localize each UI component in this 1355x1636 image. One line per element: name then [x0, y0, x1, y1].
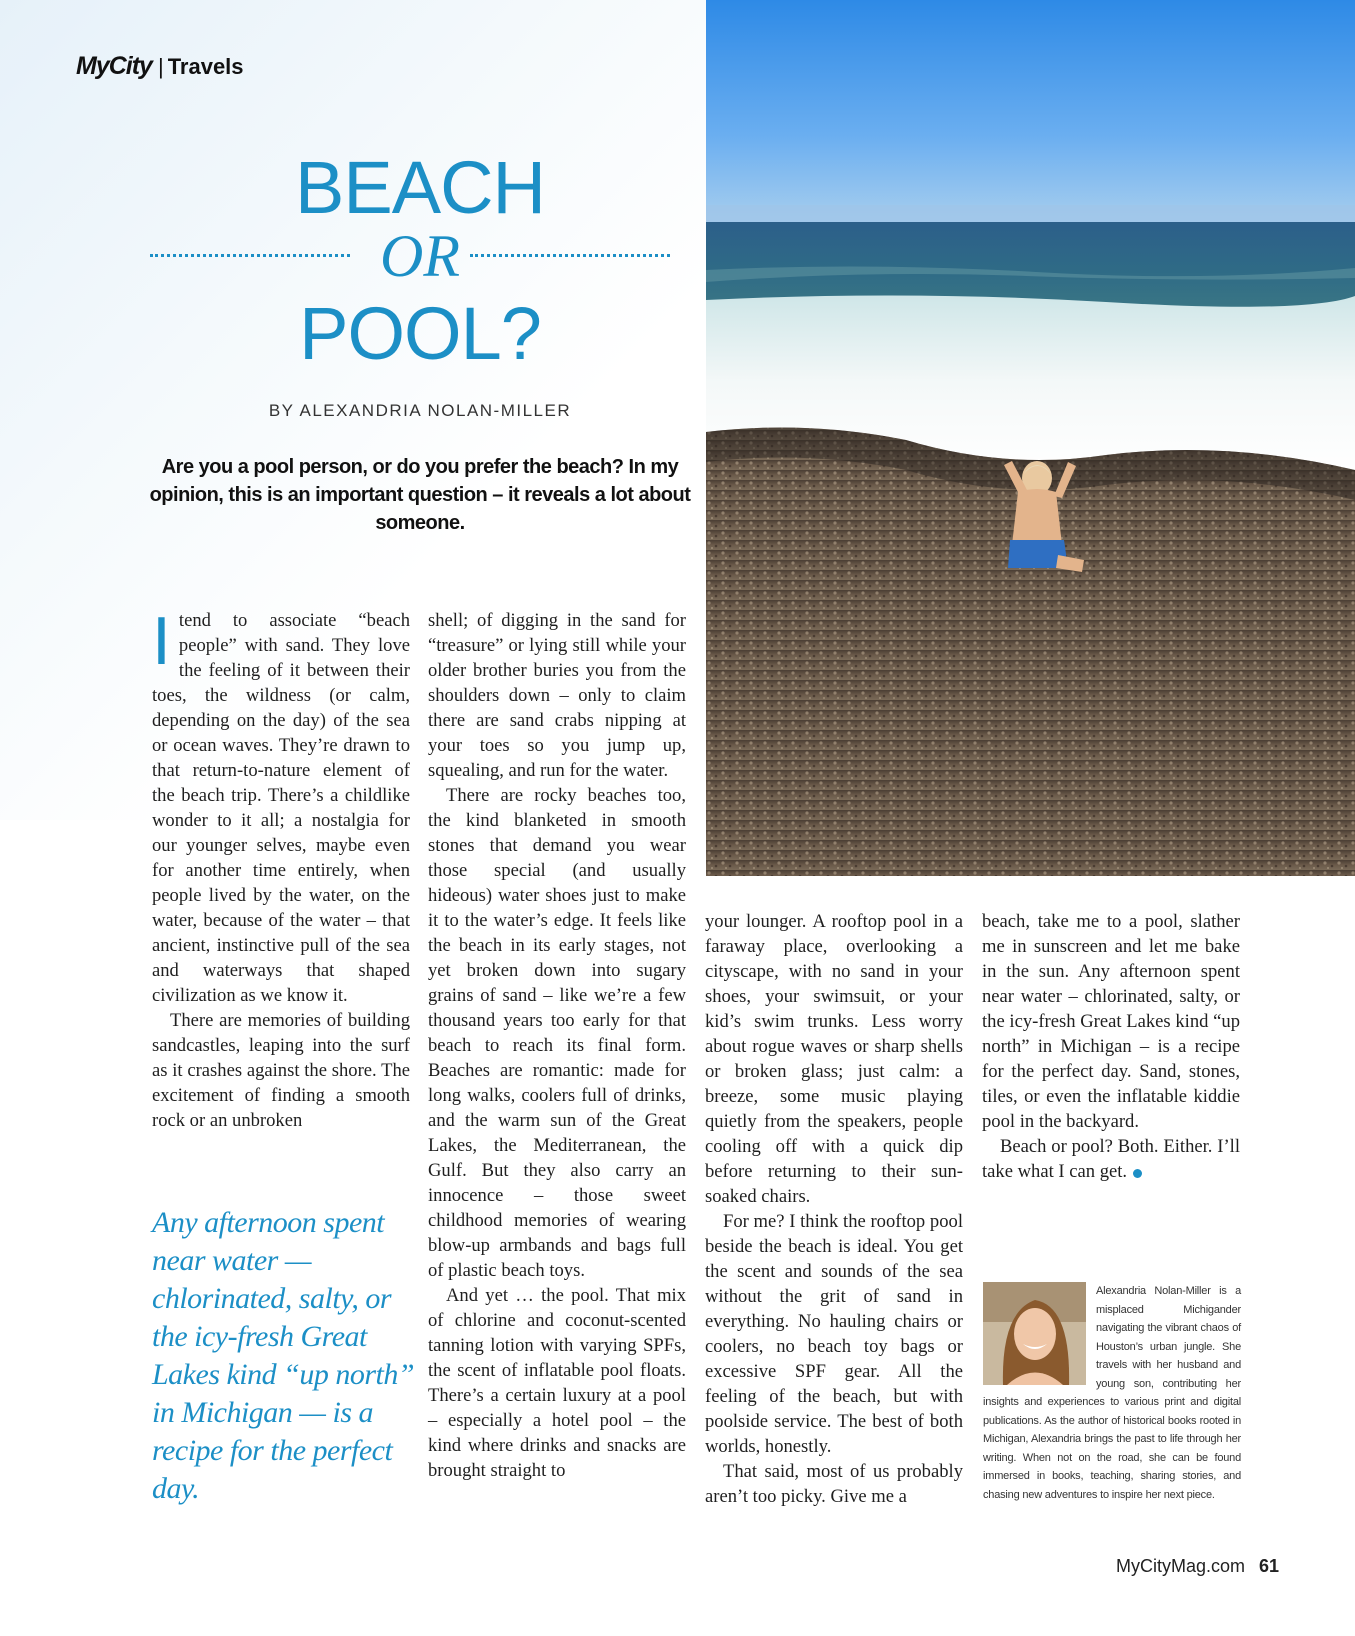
beach-photo — [706, 0, 1355, 876]
end-mark-icon — [1133, 1169, 1142, 1178]
article-column-4 — [982, 909, 1240, 1184]
paragraph: There are rocky beaches too, the kind blanketed in smooth stones that demand you wear those special (and usually hideous) water shoes just to make it to the water’s edge. It feels like the beach in its early stages, not yet broken down into sugary grains of sand – like we’re a few thousand years too early for that beach to reach its final form. Beaches are romantic: made for long walks, coolers full of drinks, and the warm sun of the Great Lakes, the Mediterranean, the Gulf. But they also carry an innocence – those sweet childhood memories of wearing blow-up armbands and bags full of plastic beach toys. — [428, 785, 686, 1281]
paragraph: For me? I think the rooftop pool beside the beach is ideal. You get the scent and sounds of the sea without the grit of sand in everything. No hauling chairs or coolers, no beach toy bags or excessive SPF gear. All the feeling of the beach, but with poolside service. The best of both worlds, honestly. — [705, 1211, 963, 1457]
byline: BY ALEXANDRIA NOLAN-MILLER — [268, 401, 572, 420]
title-line-2: OR — [380, 223, 460, 289]
paragraph — [982, 1134, 1240, 1184]
section-label: Travels — [167, 54, 244, 79]
paragraph: your lounger. A rooftop pool in a faraway place, overlooking a cityscape, with no sand in your shoes, your swimsuit, or your kid’s swim trunks. Less worry about rogue waves or sharp shells or broken glass; just calm: a breeze, some music playing quietly from the speakers, people cooling off with a quick dip before returning to their sun-soaked chairs. — [705, 911, 963, 1207]
page-number: 61 — [1258, 1556, 1279, 1576]
paragraph: There are memories of building sandcastles, leaping into the surf as it crashes against the shore. The excitement of finding a smooth rock or an unbroken — [152, 1010, 410, 1131]
paragraph: beach, take me to a pool, slather me in sunscreen and let me bake in the sun. Any afternoon spent near water – chlorinated, salty, or the icy-fresh Great Lakes kind “up north” in Michigan – is a recipe for the perfect day. Sand, stones, tiles, or even the inflatable kiddie pool in the backyard. — [982, 911, 1240, 1132]
bio-text: Alexandria Nolan-Miller is a misplaced Michigander navigating the vibrant chaos of Houston’s urban jungle. She travels with her husband and young son, contributing her insights and experiences to various print and digital publications. As the author of historical books rooted in Michigan, Alexandria brings the past to life through her writing. When not on the road, she can be found immersed in books, teaching, sharing stories, and chasing new adventures to inspire her next piece. — [983, 1285, 1241, 1501]
page-footer — [1116, 1556, 1279, 1577]
site-url: MyCityMag.com — [1115, 1556, 1245, 1576]
drop-cap: I — [152, 603, 171, 679]
title-line-1: BEACH — [295, 146, 545, 229]
article-column-2 — [428, 608, 686, 1483]
header-separator: | — [157, 54, 164, 79]
paragraph: tend to associate “beach people” with sand. They love the feeling of it between their toes, the wildness (or calm, depending on the day) of the sea or ocean waves. They’re drawn to that return-to-nature element of the beach trip. There’s a childlike wonder to it all; a nostalgia for our younger selves, maybe even for another time entirely, when people lived by the water, on the water, because of the water – that ancient, instinctive pull of the sea and waterways that shaped civilization as we know it. — [152, 610, 410, 1006]
pull-quote: Any afternoon spent near water — chlorinated, salty, or the icy-fresh Great Lakes kind “up north” in Michigan — is a recipe for the perfect day. — [152, 1206, 415, 1505]
paragraph: shell; of digging in the sand for “treasure” or lying still while your older brother buries you from the shoulders down – only to claim there are sand crabs nipping at your toes so you jump up, squealing, and run for the water. — [428, 610, 686, 781]
article-column-1 — [152, 603, 410, 1133]
paragraph: That said, most of us probably aren’t too picky. Give me a — [705, 1461, 963, 1507]
article-dek: Are you a pool person, or do you prefer the beach? In my opinion, this is an important question – it reveals a lot about someone. — [149, 456, 691, 534]
closing-sentence: Beach or pool? Both. Either. I’ll take what I can get. — [982, 1136, 1240, 1182]
article-column-3 — [705, 909, 963, 1509]
title-line-3: POOL? — [299, 292, 541, 375]
section-header — [76, 52, 244, 81]
author-headshot — [983, 1282, 1086, 1385]
title-divider-right — [470, 254, 670, 257]
paragraph: And yet … the pool. That mix of chlorine and coconut-scented tanning lotion with varying SPFs, the scent of inflatable pool floats. There’s a certain luxury at a pool – especially a hotel pool – the kind where drinks and snacks are brought straight to — [428, 1285, 686, 1481]
author-bio — [983, 1282, 1241, 1504]
brand-logo: MyCity — [76, 52, 152, 80]
